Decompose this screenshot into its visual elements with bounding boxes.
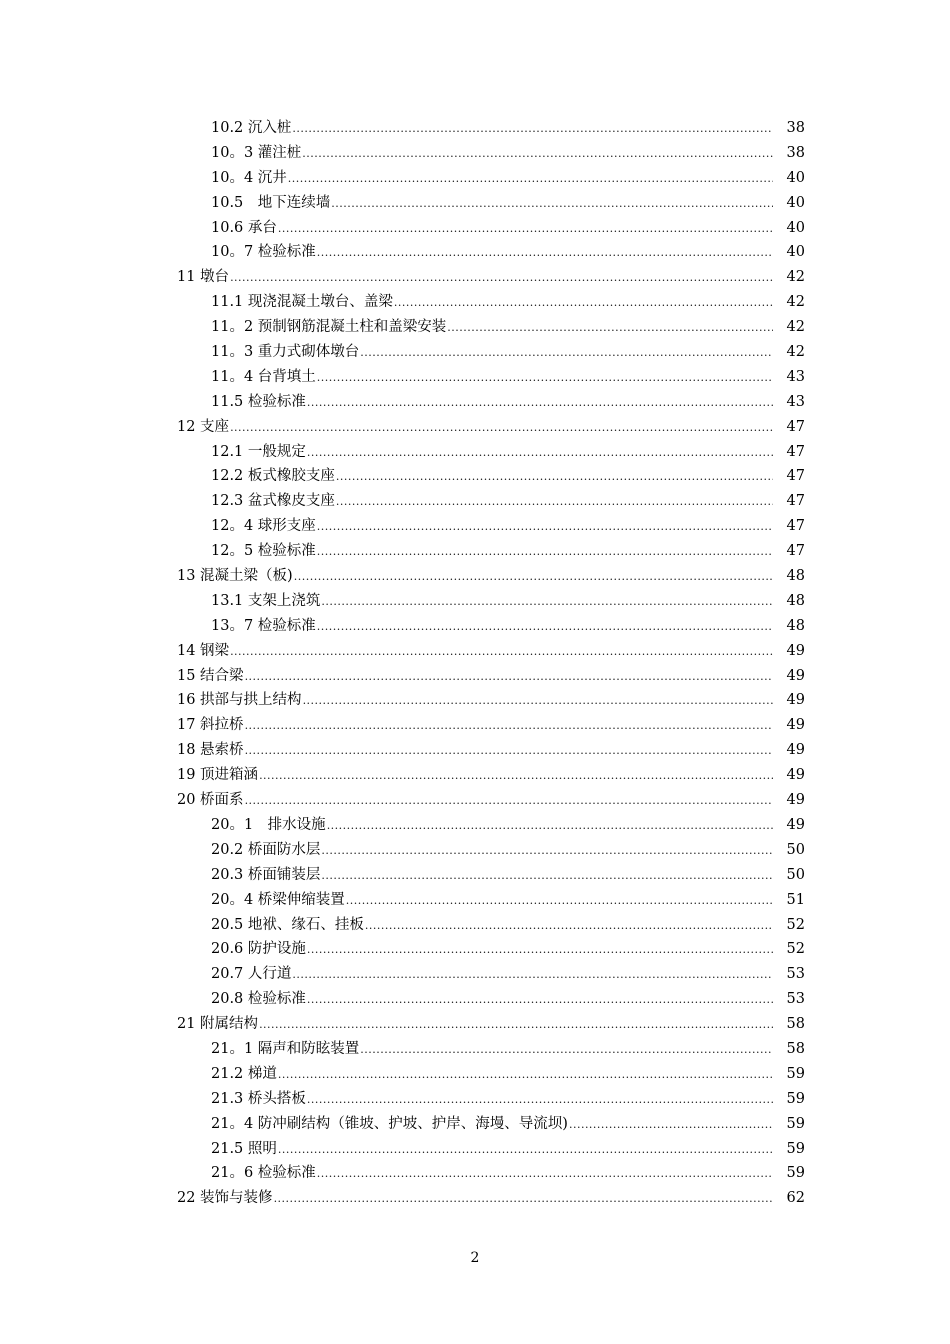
toc-entry-page: 40: [786, 244, 805, 261]
dot-leader: [346, 889, 773, 914]
toc-entry[interactable]: [0, 813, 950, 838]
dot-leader: [245, 665, 773, 690]
toc-entry-page: 51: [786, 891, 805, 908]
toc-entry-label: 11.1 现浇混凝土墩台、盖梁: [211, 294, 393, 311]
toc-entry-page: 50: [786, 841, 805, 858]
toc-entry[interactable]: [0, 664, 950, 689]
toc-entry[interactable]: [0, 987, 950, 1012]
toc-entry[interactable]: [0, 1186, 950, 1211]
toc-entry-label: 10.2 沉入桩: [211, 120, 292, 136]
toc-entry-page: 59: [786, 1140, 805, 1157]
toc-entry-page: 42: [786, 344, 805, 361]
toc-entry[interactable]: [0, 489, 950, 514]
toc-entry-label: 14 钢梁: [177, 642, 230, 659]
dot-leader: [360, 341, 773, 366]
dot-leader: [394, 291, 773, 316]
toc-entry-label: 20.3 桥面铺装层: [211, 866, 321, 883]
dot-leader: [307, 391, 773, 416]
toc-entry[interactable]: [0, 539, 950, 564]
toc-entry-label: 12.3 盆式橡皮支座: [211, 493, 335, 510]
dot-leader: [321, 864, 773, 889]
toc-entry[interactable]: [0, 614, 950, 639]
dot-leader: [230, 416, 773, 441]
toc-entry-label: 10.6 承台: [211, 219, 277, 236]
toc-entry-label: 12 支座: [177, 418, 230, 435]
toc-entry-label: 12.1 一般规定: [211, 443, 306, 460]
toc-entry-page: 58: [786, 1040, 805, 1057]
toc-entry[interactable]: [0, 688, 950, 713]
toc-entry-page: 53: [786, 966, 805, 983]
toc-entry-page: 58: [786, 1016, 805, 1033]
toc-entry-label: 17 斜拉桥: [177, 717, 244, 734]
toc-entry-page: 48: [786, 568, 805, 585]
toc-entry[interactable]: [0, 1012, 950, 1037]
toc-entry-label: 15 结合梁: [177, 667, 244, 684]
toc-entry-label: 19 顶进箱涵: [177, 767, 259, 784]
toc-entry-label: 10。3 灌注桩: [211, 144, 302, 161]
toc-entry-page: 42: [786, 269, 805, 286]
toc-entry-label: 10.5 地下连续墙: [211, 194, 331, 211]
toc-entry-page: 38: [786, 120, 805, 136]
toc-entry-page: 47: [786, 468, 805, 485]
dot-leader: [569, 1113, 773, 1138]
toc-entry[interactable]: [0, 888, 950, 913]
dot-leader: [360, 1038, 773, 1063]
toc-entry[interactable]: [0, 937, 950, 962]
toc-entry-label: 21.3 桥头搭板: [211, 1090, 306, 1107]
dot-leader: [292, 963, 773, 988]
dot-leader: [317, 241, 773, 266]
dot-leader: [317, 366, 773, 391]
toc-entry[interactable]: [0, 265, 950, 290]
toc-entry-page: 42: [786, 319, 805, 336]
toc-entry-page: 47: [786, 518, 805, 535]
toc-entry-label: 12。5 检验标准: [211, 543, 316, 560]
toc-entry-page: 49: [786, 692, 805, 709]
toc-entry-page: 40: [786, 219, 805, 236]
toc-entry[interactable]: [0, 1137, 950, 1162]
toc-entry-page: 62: [786, 1190, 805, 1207]
toc-entry-page: 49: [786, 767, 805, 784]
toc-entry[interactable]: [0, 589, 950, 614]
dot-leader: [278, 1063, 773, 1088]
dot-leader: [321, 590, 773, 615]
dot-leader: [274, 1187, 773, 1212]
dot-leader: [292, 117, 773, 142]
toc-entry-label: 21。1 隔声和防眩装置: [211, 1040, 360, 1057]
toc-entry-page: 47: [786, 493, 805, 510]
toc-entry-label: 20.5 地袱、缘石、挂板: [211, 916, 364, 933]
dot-leader: [307, 938, 773, 963]
dot-leader: [336, 465, 773, 490]
toc-entry[interactable]: [0, 191, 950, 216]
dot-leader: [288, 167, 773, 192]
toc-entry[interactable]: [0, 141, 950, 166]
dot-leader: [302, 142, 773, 167]
toc-entry[interactable]: [0, 1087, 950, 1112]
toc-entry[interactable]: [0, 863, 950, 888]
table-of-contents: [0, 116, 950, 1211]
dot-leader: [259, 1013, 773, 1038]
dot-leader: [327, 814, 773, 839]
toc-entry[interactable]: [0, 564, 950, 589]
dot-leader: [294, 565, 773, 590]
toc-entry-page: 59: [786, 1165, 805, 1182]
toc-entry-page: 50: [786, 866, 805, 883]
toc-entry[interactable]: [0, 464, 950, 489]
dot-leader: [245, 789, 773, 814]
toc-entry[interactable]: [0, 639, 950, 664]
dot-leader: [245, 714, 773, 739]
toc-entry-label: 21。4 防冲刷结构（锥坡、护坡、护岸、海墁、导流坝): [211, 1115, 568, 1132]
dot-leader: [259, 764, 773, 789]
toc-entry-label: 21.2 梯道: [211, 1065, 277, 1082]
toc-entry-label: 12。4 球形支座: [211, 518, 316, 535]
dot-leader: [331, 192, 773, 217]
dot-leader: [278, 1138, 773, 1163]
toc-entry-label: 11.5 检验标准: [211, 393, 306, 410]
toc-entry-page: 49: [786, 816, 805, 833]
toc-entry-page: 48: [786, 617, 805, 634]
toc-entry-page: 59: [786, 1065, 805, 1082]
toc-entry-label: 13 混凝土梁（板): [177, 568, 293, 585]
toc-entry-label: 20。1 排水设施: [211, 816, 326, 833]
toc-entry-label: 20.2 桥面防水层: [211, 841, 321, 858]
toc-entry[interactable]: [0, 290, 950, 315]
toc-entry-label: 11。2 预制钢筋混凝土柱和盖梁安装: [211, 319, 447, 336]
dot-leader: [245, 739, 773, 764]
toc-entry-page: 52: [786, 941, 805, 958]
toc-entry-label: 20。4 桥梁伸缩装置: [211, 891, 345, 908]
dot-leader: [317, 615, 773, 640]
toc-entry-page: 38: [786, 144, 805, 161]
dot-leader: [321, 839, 773, 864]
toc-entry-page: 43: [786, 393, 805, 410]
toc-entry[interactable]: [0, 116, 950, 141]
dot-leader: [278, 217, 773, 242]
toc-entry-page: 43: [786, 368, 805, 385]
toc-entry-label: 20.8 检验标准: [211, 991, 306, 1008]
toc-entry[interactable]: [0, 763, 950, 788]
toc-entry-page: 42: [786, 294, 805, 311]
toc-entry-page: 48: [786, 592, 805, 609]
toc-entry-page: 47: [786, 443, 805, 460]
toc-entry-label: 16 拱部与拱上结构: [177, 692, 302, 709]
toc-entry[interactable]: [0, 713, 950, 738]
toc-entry-label: 11。3 重力式砌体墩台: [211, 344, 360, 361]
toc-entry[interactable]: [0, 962, 950, 987]
toc-entry[interactable]: [0, 440, 950, 465]
page-number: 2: [470, 1250, 480, 1266]
toc-entry[interactable]: [0, 315, 950, 340]
toc-entry-page: 49: [786, 742, 805, 759]
toc-entry[interactable]: [0, 1112, 950, 1137]
dot-leader: [307, 441, 773, 466]
toc-entry-page: 40: [786, 194, 805, 211]
toc-entry[interactable]: [0, 216, 950, 241]
toc-entry[interactable]: [0, 738, 950, 763]
toc-entry[interactable]: [0, 365, 950, 390]
toc-entry[interactable]: [0, 240, 950, 265]
dot-leader: [317, 540, 773, 565]
toc-entry-label: 18 悬索桥: [177, 742, 244, 759]
dot-leader: [307, 1088, 773, 1113]
dot-leader: [307, 988, 773, 1013]
dot-leader: [317, 1162, 773, 1187]
dot-leader: [336, 490, 773, 515]
toc-entry[interactable]: [0, 1062, 950, 1087]
toc-entry-page: 49: [786, 792, 805, 809]
toc-entry[interactable]: [0, 415, 950, 440]
toc-entry[interactable]: [0, 1037, 950, 1062]
toc-entry[interactable]: [0, 390, 950, 415]
dot-leader: [365, 914, 773, 939]
toc-entry[interactable]: [0, 340, 950, 365]
toc-entry[interactable]: [0, 514, 950, 539]
toc-entry[interactable]: [0, 913, 950, 938]
toc-entry-label: 20.6 防护设施: [211, 941, 306, 958]
dot-leader: [317, 515, 773, 540]
toc-entry-page: 53: [786, 991, 805, 1008]
toc-entry-page: 59: [786, 1115, 805, 1132]
toc-entry-page: 49: [786, 717, 805, 734]
toc-entry-label: 21 附属结构: [177, 1016, 259, 1033]
toc-entry-page: 59: [786, 1090, 805, 1107]
toc-entry-page: 52: [786, 916, 805, 933]
toc-entry-page: 49: [786, 642, 805, 659]
toc-entry-label: 20.7 人行道: [211, 966, 292, 983]
dot-leader: [230, 266, 773, 291]
toc-entry[interactable]: [0, 166, 950, 191]
dot-leader: [230, 640, 773, 665]
toc-entry-label: 21.5 照明: [211, 1140, 277, 1157]
dot-leader: [447, 316, 773, 341]
toc-entry-page: 47: [786, 418, 805, 435]
toc-entry-label: 21。6 检验标准: [211, 1165, 316, 1182]
toc-entry-page: 49: [786, 667, 805, 684]
dot-leader: [303, 689, 773, 714]
toc-entry-label: 13.1 支架上浇筑: [211, 592, 321, 609]
toc-entry-page: 40: [786, 169, 805, 186]
toc-entry-label: 12.2 板式橡胶支座: [211, 468, 335, 485]
toc-entry[interactable]: [0, 838, 950, 863]
toc-entry-label: 11。4 台背填土: [211, 368, 316, 385]
toc-entry-label: 11 墩台: [177, 269, 230, 286]
toc-entry-label: 22 装饰与装修: [177, 1190, 273, 1207]
toc-entry[interactable]: [0, 788, 950, 813]
toc-entry[interactable]: [0, 1161, 950, 1186]
toc-entry-label: 20 桥面系: [177, 792, 244, 809]
toc-entry-label: 13。7 检验标准: [211, 617, 316, 634]
toc-entry-page: 47: [786, 543, 805, 560]
toc-entry-label: 10。4 沉井: [211, 169, 287, 186]
toc-entry-label: 10。7 检验标准: [211, 244, 316, 261]
